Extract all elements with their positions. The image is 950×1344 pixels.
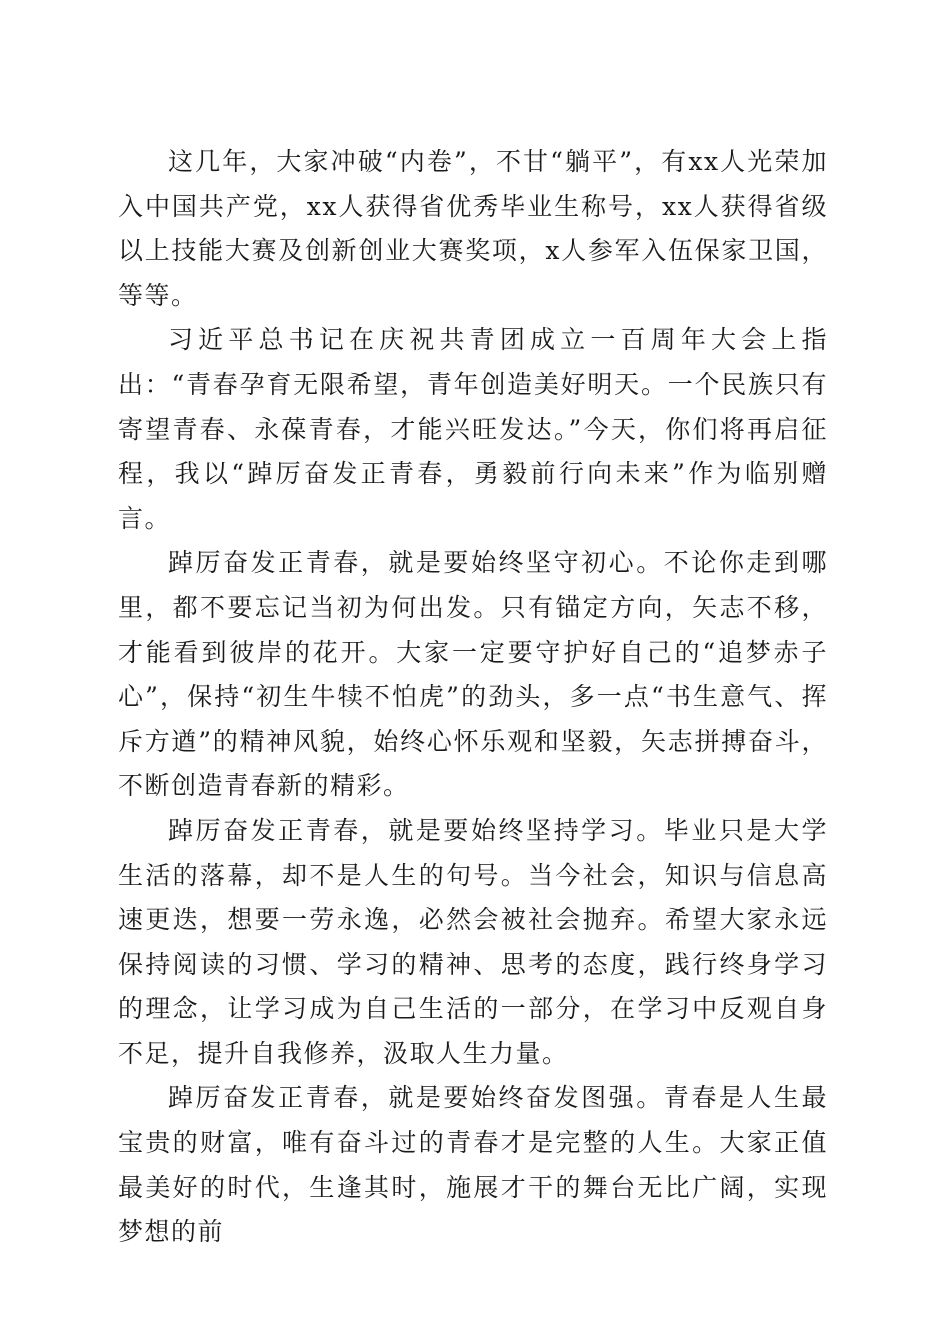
paragraph-original-aspiration: 踔厉奋发正青春，就是要始终坚守初心。不论你走到哪里，都不要忘记当初为何出发。只有锚定方向，矢志不移，才能看到彼岸的花开。大家一定要守护好自己的“追梦赤子心”，保持“初生牛犊不怕虎”的劲头，多一点“书生意气、挥斥方遒”的精神风貌，始终心怀乐观和坚毅，矢志拼搏奋斗，不断创造青春新的精彩。 bbox=[118, 548, 828, 801]
document-body bbox=[118, 140, 828, 1255]
paragraph-quote: 习近平总书记在庆祝共青团成立一百周年大会上指出：“青春孕育无限希望，青年创造美好明天。一个民族只有寄望青春、永葆青春，才能兴旺发达。”今天，你们将再启征程，我以“踔厉奋发正青春，勇毅前行向未来”作为临别赠言。 bbox=[118, 325, 828, 533]
paragraph-achievements: 这几年，大家冲破“内卷”，不甘“躺平”，有xx人光荣加入中国共产党，xx人获得省优秀毕业生称号，xx人获得省级以上技能大赛及创新创业大赛奖项，x人参军入伍保家卫国，等等。 bbox=[118, 147, 828, 310]
paragraph-keep-learning: 踔厉奋发正青春，就是要始终坚持学习。毕业只是大学生活的落幕，却不是人生的句号。当今社会，知识与信息高速更迭，想要一劳永逸，必然会被社会抛弃。希望大家永远保持阅读的习惯、学习的精神、思考的态度，践行终身学习的理念，让学习成为自己生活的一部分，在学习中反观自身不足，提升自我修养，汲取人生力量。 bbox=[118, 815, 828, 1068]
paragraph-strive: 踔厉奋发正青春，就是要始终奋发图强。青春是人生最宝贵的财富，唯有奋斗过的青春才是完整的人生。大家正值最美好的时代，生逢其时，施展才干的舞台无比广阔，实现梦想的前 bbox=[118, 1083, 828, 1247]
